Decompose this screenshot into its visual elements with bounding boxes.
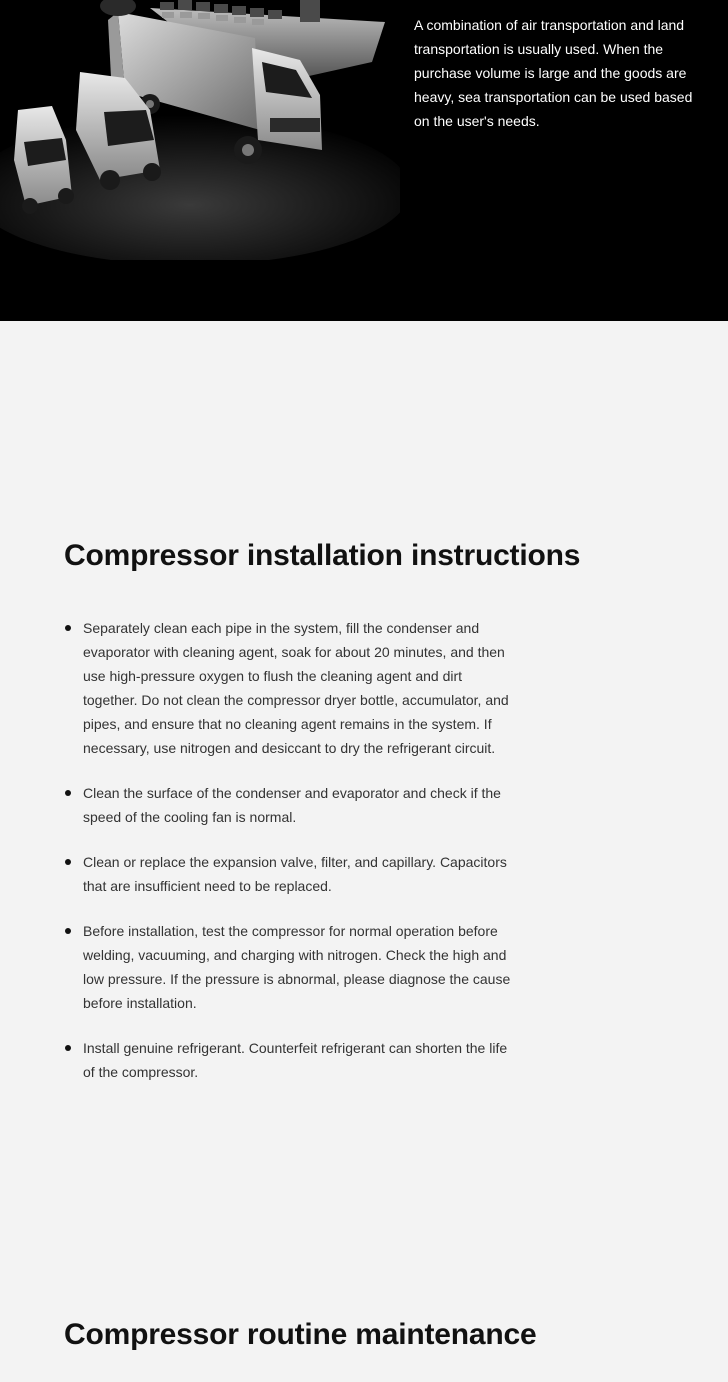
installation-section-title: Compressor installation instructions <box>64 539 581 572</box>
bullet-icon <box>65 625 71 631</box>
list-item <box>64 781 514 829</box>
instruction-text: Clean or replace the expansion valve, filter, and capillary. Capacitors that are insufficient need to be replaced. <box>83 854 507 894</box>
shipping-description: A combination of air transportation and land transportation is usually used. When the purchase volume is large and the goods are heavy, sea transportation can be used based on the user's needs. <box>414 17 693 129</box>
list-item <box>64 1036 514 1084</box>
instruction-text: Install genuine refrigerant. Counterfeit refrigerant can shorten the life of the compressor. <box>83 1040 508 1080</box>
bullet-icon <box>65 790 71 796</box>
list-item <box>64 919 514 1015</box>
installation-instructions-list <box>64 616 514 1105</box>
bullet-icon <box>65 928 71 934</box>
instruction-text: Separately clean each pipe in the system, fill the condenser and evaporator with cleaning agent, soak for about 20 minutes, and then use high-pressure oxygen to flush the cleaning agent and dirt together. Do not clean the compressor dryer bottle, accumulator, and pipes, and ensure that no cleaning agent remains in the system. If necessary, use nitrogen and desiccant to dry the refrigerant circuit. <box>83 620 509 756</box>
list-item <box>64 850 514 898</box>
bullet-icon <box>65 1045 71 1051</box>
instruction-text: Before installation, test the compressor for normal operation before welding, vacuuming, and charging with nitrogen. Check the high and low pressure. If the pressure is abnormal, please diagnose the cause before installation. <box>83 923 511 1011</box>
instruction-text: Clean the surface of the condenser and evaporator and check if the speed of the cooling fan is normal. <box>83 785 501 825</box>
hero-banner <box>0 0 728 321</box>
transport-vehicles-illustration <box>0 0 400 260</box>
bullet-icon <box>65 859 71 865</box>
list-item <box>64 616 514 760</box>
maintenance-section-title: Compressor routine maintenance <box>64 1318 537 1351</box>
